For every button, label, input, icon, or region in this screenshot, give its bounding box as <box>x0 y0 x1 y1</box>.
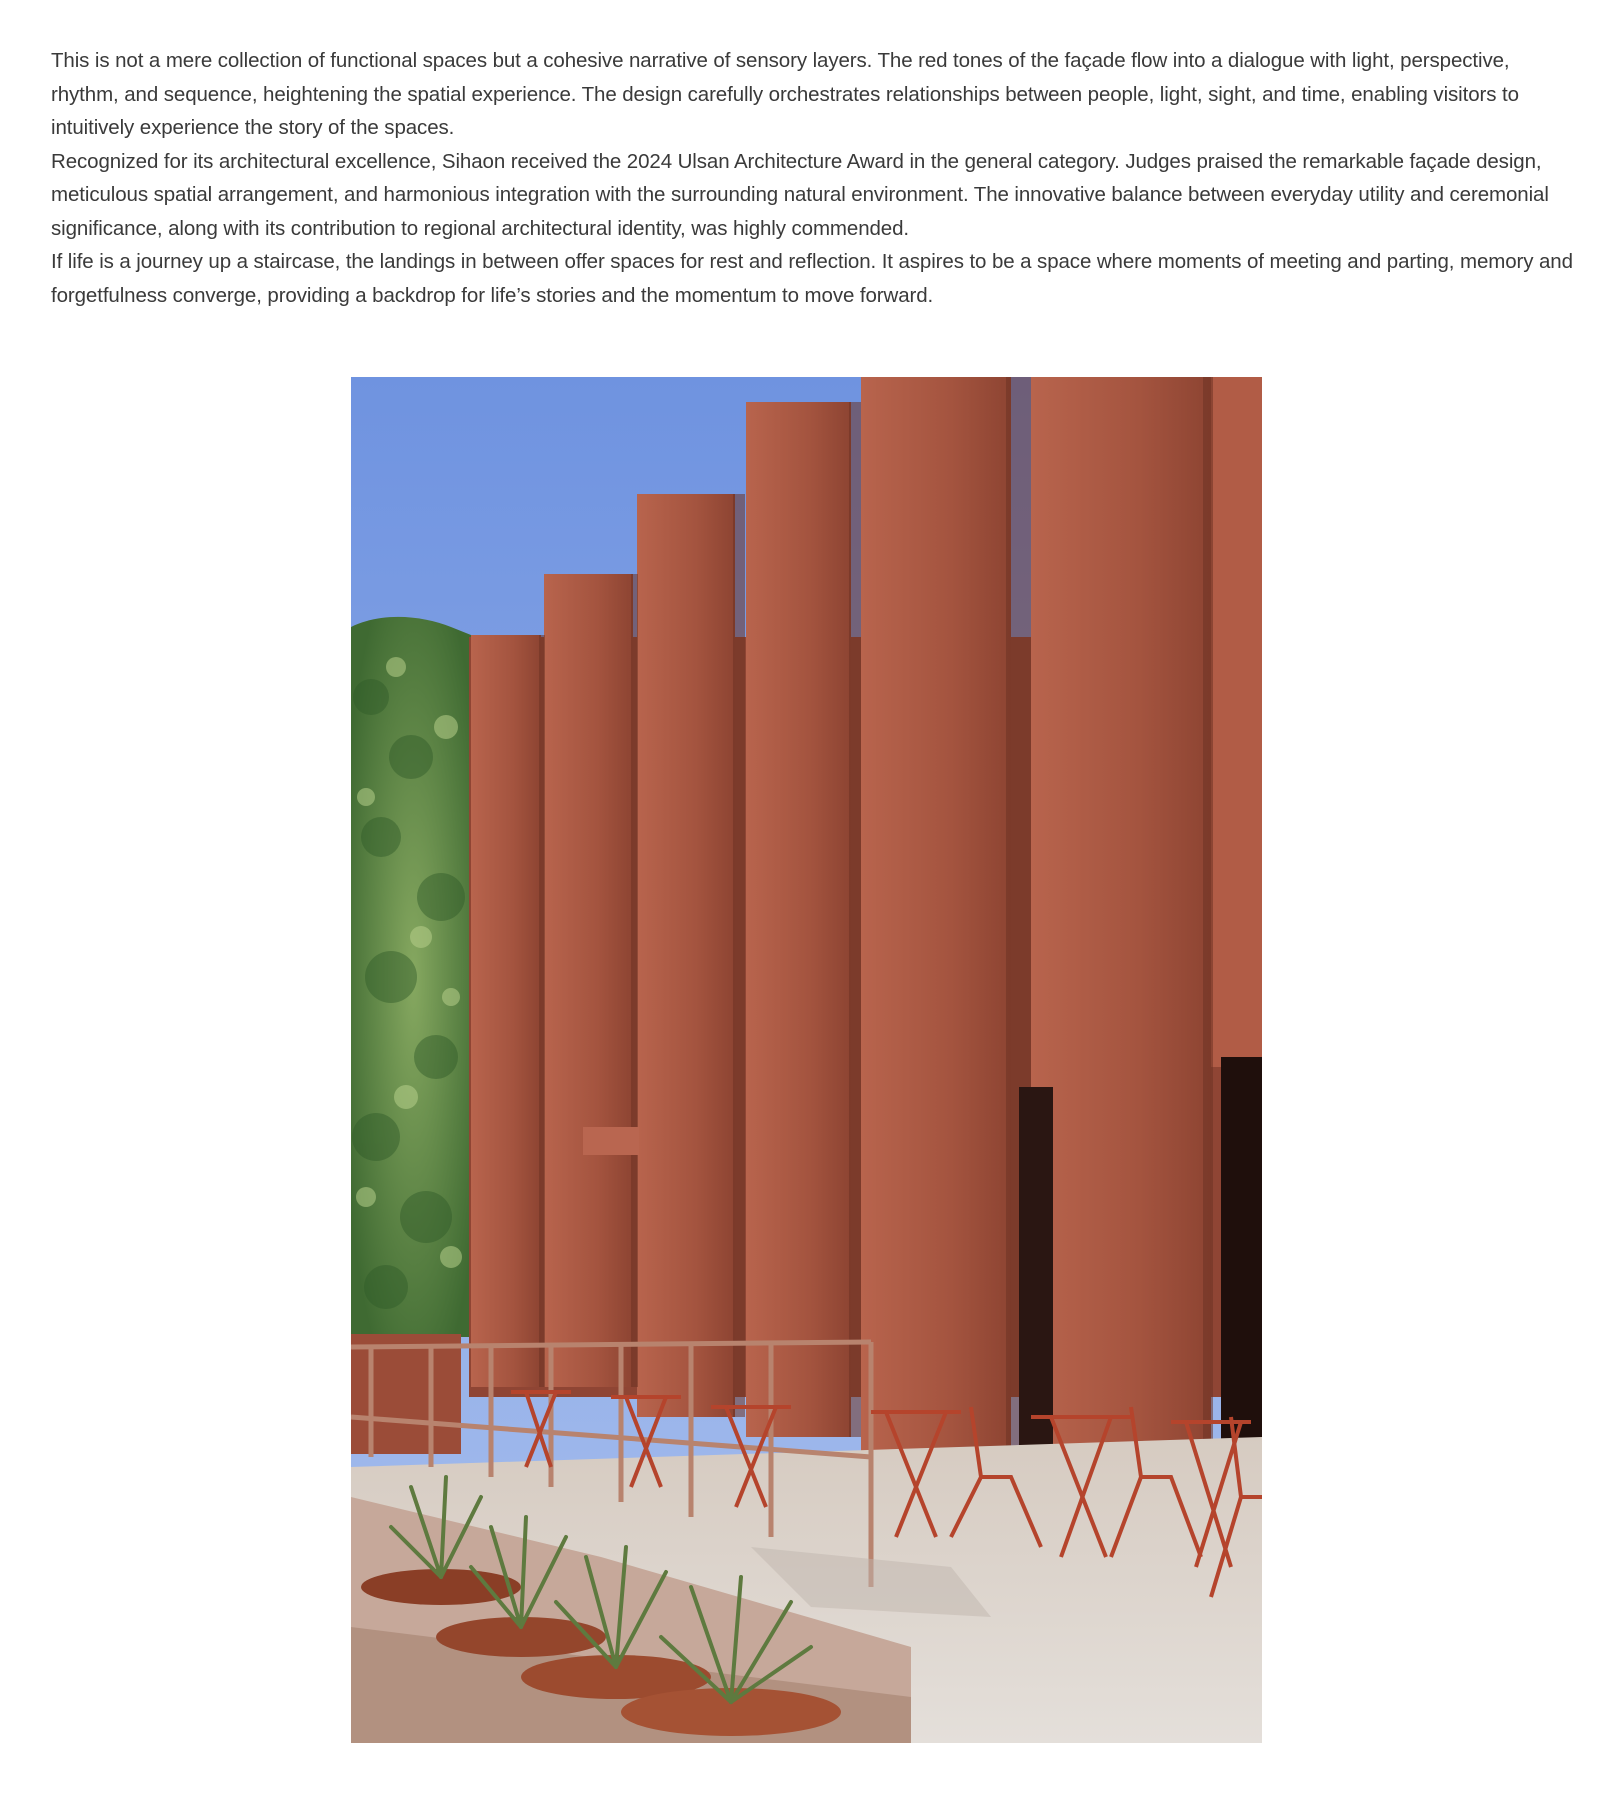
facade-illustration <box>351 377 1262 1743</box>
article-paragraph: If life is a journey up a staircase, the landings in between offer spaces for rest and reflection. It aspires to be a space where moments of meeting and parting, memory and forgetfulness converge, providing a backdrop for life’s stories and the momentum to move forward. <box>51 250 1573 307</box>
article-paragraph: Recognized for its architectural excellence, Sihaon received the 2024 Ulsan Architecture Award in the general category. Judges praised the remarkable façade design, meticulous spatial arrangement, and harmonious integration with the surrounding natural environment. The innovative balance between everyday utility and ceremonial significance, along with its contribution to regional architectural identity, was highly commended. <box>51 149 1549 240</box>
doorway <box>1019 1087 1053 1467</box>
doorway <box>1221 1057 1262 1477</box>
pier-2 <box>544 574 633 1387</box>
architecture-photo <box>351 377 1262 1743</box>
article-paragraph: This is not a mere collection of functional spaces but a cohesive narrative of sensory layers. The red tones of the façade flow into a dialogue with light, perspective, rhythm, and sequence, heightening the spatial experience. The design carefully orchestrates relationships between people, light, sight, and time, enabling visitors to intuitively experience the story of the spaces. <box>51 49 1519 139</box>
pier-6 <box>1031 377 1211 1477</box>
canopy-ledge <box>583 1127 639 1155</box>
pier-3 <box>637 494 735 1417</box>
pier-5 <box>861 377 1011 1457</box>
pier-7 <box>1211 377 1262 1067</box>
pier-1 <box>471 635 541 1387</box>
pier-4 <box>746 402 851 1437</box>
low-wall <box>351 1334 461 1454</box>
article <box>51 44 1573 312</box>
